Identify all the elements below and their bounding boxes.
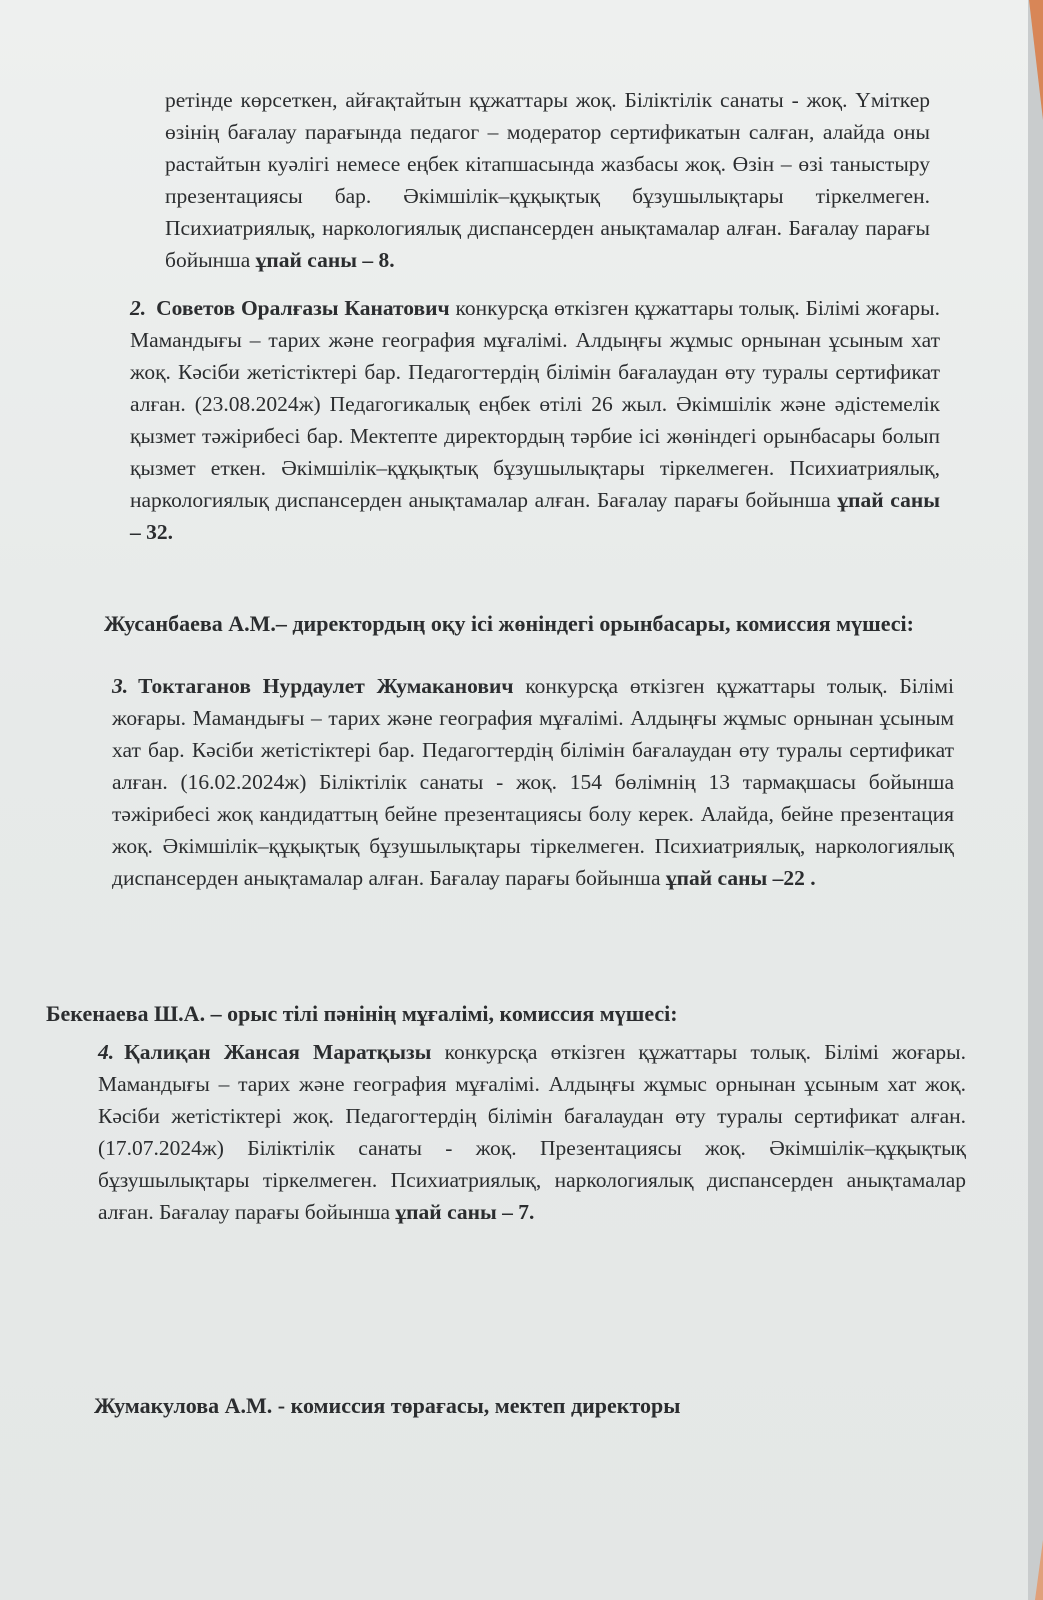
score-8: ұпай саны – 8. [255,248,395,272]
candidate-name-3: Токтаганов Нурдаулет Жумаканович [138,674,514,698]
continued-text: ретінде көрсеткен, айғақтайтын құжаттары жоқ. Біліктілік санаты - жоқ. Үміткер өзінің бағалау парағында педагог – модератор сертификатын салған, алайда оны растайтын куәлігі немесе еңбек кітапшасында жазбасы жоқ. Өзін – өзі таныстыру презентациясы бар. Әкімшілік–құқықтық бұзушылықтары тіркелмеген. Психиатриялық, наркологиялық диспансерден анықтамалар алған. Бағалау парағы бойынша [165,88,930,272]
item-number-4: 4. [98,1040,115,1064]
candidate-item-4 [98,1036,966,1228]
item-number-2: 2. [130,296,147,320]
candidate-item-3 [112,670,954,894]
candidate-text-4: конкурсқа өткізген құжаттары толық. Білімі жоғары. Мамандығы – тарих және география мұғалімі. Алдыңғы жұмыс орнынан ұсыным хат жоқ. Кәсіби жетістіктері жоқ. Педагогтердің білімін бағалаудан өту туралы сертификат алған. (17.07.2024ж) Біліктілік санаты - жоқ. Презентациясы жоқ. Әкімшілік–құқықтық бұзушылықтары тіркелмеген. Психиатриялық, наркологиялық диспансерден анықтамалар алған. Бағалау парағы бойынша [98,1040,966,1224]
item-number-3: 3. [112,674,129,698]
candidate-text-2: конкурсқа өткізген құжаттары толық. Білімі жоғары. Мамандығы – тарих және география мұғалімі. Алдыңғы жұмыс орнынан ұсыным хат жоқ. Кәсіби жетістіктері бар. Педагогтердің білімін бағалаудан өту туралы сертификат алған. (23.08.2024ж) Педагогикалық еңбек өтілі 26 жыл. Әкімшілік және әдістемелік қызмет тәжірибесі бар. Мектепте директордың тәрбие ісі жөніндегі орынбасары болып қызмет еткен. Әкімшілік–құқықтық бұзушылықтары тіркелмеген. Психиатриялық, наркологиялық диспансерден анықтамалар алған. Бағалау парағы бойынша [130,296,940,512]
candidate-name-4: Қалиқан Жансая Мaратқызы [124,1040,432,1064]
candidate-text-3: конкурсқа өткізген құжаттары толық. Білімі жоғары. Мамандығы – тарих және география мұғалімі. Алдыңғы жұмыс орнынан ұсыным хат бар. Кәсіби жетістіктері бар. Педагогтердің білімін бағалаудан өту туралы сертификат алған. (16.02.2024ж) Біліктілік санаты - жоқ. 154 бөлімнің 13 тармақшасы бойынша тәжірибесі жоқ кандидаттың бейне презентациясы болу керек. Алайда, бейне презентация жоқ. Әкімшілік–құқықтық бұзушылықтары тіркелмеген. Психиатриялық, наркологиялық диспансерден анықтамалар алған. Бағалау парағы бойынша [112,674,954,890]
candidate-item-2 [130,292,940,548]
candidate-name-2: Советов Оралғазы Канатович [156,296,450,320]
orange-background-corner [1029,0,1043,120]
score-22: ұпай саны –22 . [665,866,816,890]
score-32: ұпай саны – 32. [130,488,940,544]
continued-paragraph [165,84,930,276]
score-7: ұпай саны – 7. [395,1200,535,1224]
commission-member-1: Жусанбаева А.М.– директордың оқу ісі жөніндегі орынбасары, комиссия мүшесі: [104,611,914,636]
commission-member-2: Бекенаева Ш.А. – орыс тілі пәнінің мұғалімі, комиссия мүшесі: [46,1001,678,1026]
commission-chair: Жумакулова А.М. - комиссия төрағасы, мектеп директоры [94,1393,681,1418]
orange-background-corner-bottom [1035,1540,1043,1600]
